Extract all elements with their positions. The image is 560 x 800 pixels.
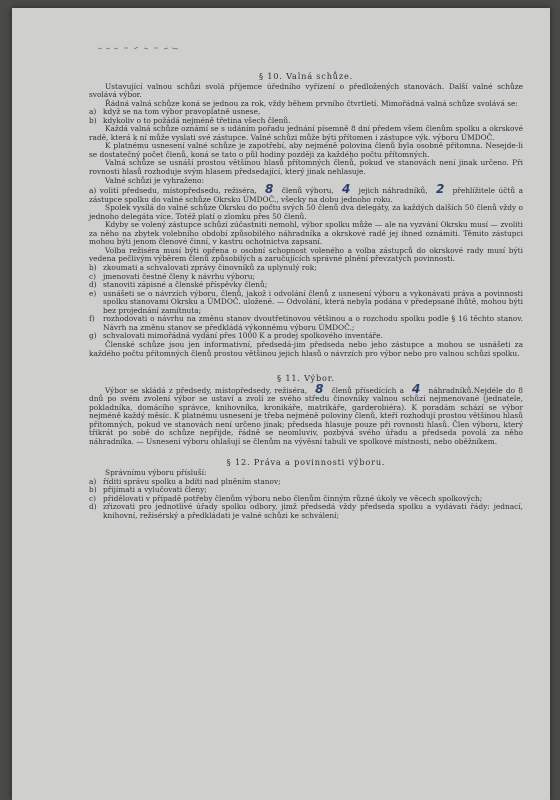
list-item bbox=[89, 503, 523, 520]
text-run: členů přísedících a bbox=[331, 385, 405, 395]
list-label: e) bbox=[89, 288, 97, 298]
handwritten-number: 2 bbox=[435, 182, 445, 197]
text-run: Výbor se skládá z předsedy, místopředsedy, režiséra, bbox=[105, 385, 308, 395]
section-10-heading: § 10. Valná schůze. bbox=[258, 71, 354, 81]
handwritten-number: 4 bbox=[412, 381, 421, 396]
list-label: g) bbox=[89, 331, 97, 341]
list-text: kdykoliv o to požádá nejméně třetina všech členů. bbox=[103, 115, 291, 125]
paragraph: K platnému usnesení valné schůze je zapotřebí, aby nejméně polovina členů byla osobně přítomna. Nesejde-li se dostatečný počet členů, koná se tato o půl hodiny později za každého počtu přítomných. bbox=[89, 141, 523, 159]
list-text: když se na tom výbor pravoplatně usnese, bbox=[103, 107, 261, 117]
list-text: přijímati a vylučovati členy; bbox=[103, 485, 207, 495]
list-text: zkoumati a schvalovati zprávy činovníků za uplynulý rok; bbox=[103, 263, 317, 273]
list-label: d) bbox=[89, 502, 97, 512]
paragraph: Volba režiséra musí býti opřena o osobní schopnost voleného a volba zástupců do okrskové rady musí býti vedena pečlivým výběrem členů způsobilých a zaručujících správné plnění převzatých povinností. bbox=[89, 245, 523, 264]
list-label: f) bbox=[89, 314, 95, 324]
handwritten-number: 4 bbox=[342, 182, 351, 197]
text-run: a) volití předsedu, místopředsedu, režiséra, bbox=[89, 186, 257, 196]
list-label: d) bbox=[89, 280, 97, 290]
paragraph-committee bbox=[89, 381, 523, 447]
list-label: b) bbox=[89, 485, 97, 495]
text-run: jejich náhradníků, bbox=[358, 186, 428, 196]
list-label: b) bbox=[89, 263, 97, 273]
text-run: přehlížitele účtů a zástupce spolku do valné schůze Okrsku ÚMDOČ., všecky na dobu jednoho roku. bbox=[89, 186, 524, 204]
paragraph: Každá valná schůze oznámí se s udáním pořadu jednání písemně 8 dní předem všem členům spolku a okrskové radě, která k ní může vyslati své zástupce. Valné schůzi může býti přítomen i zástupce výk. výboru ÚMDOČ. bbox=[89, 124, 523, 142]
section-11-heading: § 11. Výbor. bbox=[277, 373, 335, 384]
text-run: členů výboru, bbox=[281, 186, 334, 196]
list-text: schvalovati mimořádná vydání přes 1000 K a prodej spolkového inventáře. bbox=[103, 331, 383, 341]
list-item bbox=[89, 315, 523, 332]
paragraph: Spolek vysílá do valné schůze Okrsku do počtu svých 50 členů dva delegáty, za každých dalších 50 členů vždy o jednoho delegáta více. Totéž platí o zlomku přes 50 členů. bbox=[89, 203, 523, 221]
pencil-scribble bbox=[98, 43, 180, 53]
section-12-heading: § 12. Práva a povinnosti výboru. bbox=[226, 457, 386, 468]
paragraph: Řádná valná schůze koná se jednou za rok, vždy během prvního čtvrtletí. Mimořádná valná schůze svolává se: bbox=[105, 98, 518, 108]
handwritten-number: 8 bbox=[315, 381, 324, 396]
list-text: jmenovati čestné členy k návrhu výboru; bbox=[103, 271, 255, 281]
list-label: b) bbox=[89, 115, 97, 125]
text-run: náhradníků.Nejdéle do 8 dnů po svém zvolení výbor se ustaví a zvolí ze svého středu činovníky valnou schůzí nejmenované (jednatele, pokladníka, domácího správce, knihovníka, kronikáře, matrikáře, garderobiéra). K poradám schází se výbor nejméně každý měsíc. K platnému usnesení je třeba nejméně poloviny členů, kteří rozhodují prostou většinou hlasů přítomných, pokud ve stanovách není určeno jinak; předseda hlasuje pouze při rovnosti hlasů. Člen výboru, který třikrát po sobě do schůze nepřijde, řádně se neomluviv, pozbývá svého úřadu a předseda povolá za něho náhradníka. — Usnesení výboru ohlašují se členům na vývěsní tabuli ve spolkové místnosti, nebo oběžníkem. bbox=[89, 385, 523, 446]
list-item bbox=[89, 290, 523, 316]
list-text: říditi správu spolku a bdíti nad plněním stanov; bbox=[103, 476, 281, 486]
list-label: a) bbox=[89, 107, 97, 117]
paragraph: Valné schůzi je vyhraženo: bbox=[105, 175, 205, 185]
list-text: rozhodovati o návrhu na změnu stanov dvoutřetinovou většinou a o rozchodu spolku podle § 16 těchto stanov. Návrh na změnu stanov se předkládá výkonnému výboru ÚMDOČ.; bbox=[103, 314, 523, 332]
paragraph: Správnímu výboru přísluší: bbox=[105, 467, 207, 477]
paragraph: Ustavující valnou schůzi svolá příjemce úředního vyřízení o předložených stanovách. Další valné schůze svolává výbor. bbox=[89, 81, 523, 100]
list-item bbox=[89, 117, 523, 126]
document-page bbox=[12, 8, 550, 800]
handwritten-number: 8 bbox=[265, 182, 274, 197]
paragraph: Kdyby se volený zástupce schůzí zúčastniti nemohl, výbor spolku může — ale na vyzvání Okrsku musí — zvoliti za něho na zbytek volebního období způsobilého náhradníka a okrskové radě jej ihned oznámiti. Těmito zástupci mohou býti jenom členové činní, v kastru ochotnictva zapsaní. bbox=[89, 220, 523, 247]
list-text: stanoviti zápisné a členské příspěvky členů; bbox=[103, 280, 268, 290]
list-text: zřizovati pro jednotlivé úřady spolku odbory, jimž předsedá vždy předseda spolku a vydávati řády: jednací, knihovní, režisérský a předkládati je valné schůzi ke schválení; bbox=[103, 502, 523, 520]
list-label: c) bbox=[89, 271, 97, 281]
list-label: c) bbox=[89, 493, 97, 503]
paragraph: Členské schůze jsou jen informativní, předsedá-jim předseda nebo jeho zástupce a mohou se usnášeti za každého počtu přítomných členů prostou většinou jejich hlasů o návrzích pro výbor nebo pro valnou schůzi spolku. bbox=[89, 339, 523, 358]
paragraph-election bbox=[89, 182, 524, 204]
text-column bbox=[89, 72, 523, 520]
list-label: a) bbox=[89, 476, 97, 486]
list-item bbox=[89, 332, 523, 341]
list-text: přidělovati v případě potřeby členům výboru nebo členům činným různé úkoly ve věcech spolkových; bbox=[103, 493, 483, 503]
paragraph: Valná schůze se usnáší prostou většinou hlasů přítomných členů, pokud ve stanovách není jinak určeno. Při rovnosti hlasů rozhoduje svým hlasem předsedající, který jinak nehlasuje. bbox=[89, 158, 523, 177]
list-text: usnášeti se o návrzích výboru, členů, jakož i odvolání členů z usnesení výboru a vykonávati práva a povinnosti spolku stanovami Okrsku a ÚMDOČ. uložené. — Odvolání, která nebyla podána v předepsané lhůtě, mohou býti bez projednání zamítnuta; bbox=[103, 288, 523, 315]
